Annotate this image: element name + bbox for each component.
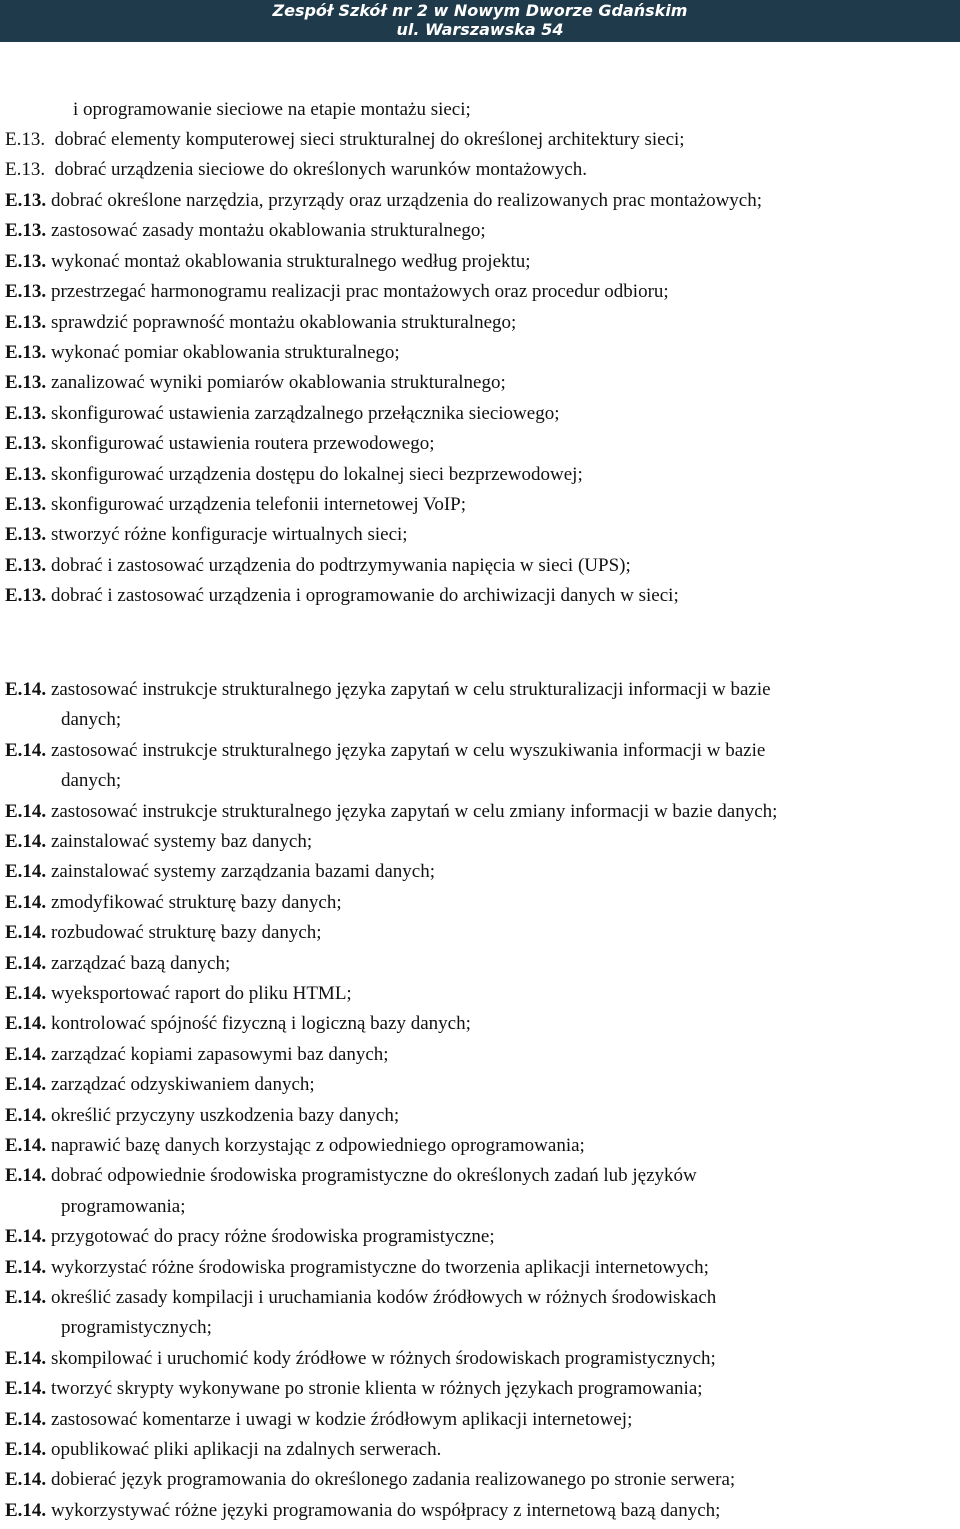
e14-item	[5, 801, 777, 823]
item-code: E.13.	[5, 312, 47, 333]
item-code: E.14.	[5, 1287, 47, 1308]
item-code: E.14.	[5, 861, 47, 882]
item-text: zastosować zasady montażu okablowania strukturalnego;	[50, 220, 486, 241]
e14-item	[5, 1226, 495, 1248]
item-code: E.13.	[5, 281, 47, 302]
item-code: E.13.	[5, 494, 47, 515]
item-text: dobrać odpowiednie środowiska programistyczne do określonych zadań lub języków	[50, 1165, 697, 1186]
e13-item	[5, 251, 531, 273]
item-code: E.14.	[5, 1044, 47, 1065]
e14-item	[5, 831, 312, 853]
item-text: określić przyczyny uszkodzenia bazy danych;	[50, 1105, 400, 1126]
item-code: E.14.	[5, 679, 47, 700]
e14-item	[5, 1287, 716, 1309]
item-code: E.13.	[5, 190, 47, 211]
item-code: E.14.	[5, 1165, 47, 1186]
item-code: E.14.	[5, 922, 47, 943]
item-text: wykorzystać różne środowiska programistyczne do tworzenia aplikacji internetowych;	[50, 1257, 709, 1278]
item-text: opublikować pliki aplikacji na zdalnych serwerach.	[50, 1439, 442, 1460]
item-text: dobrać i zastosować urządzenia do podtrzymywania napięcia w sieci (UPS);	[50, 555, 631, 576]
e13-item	[5, 220, 486, 242]
e13-item	[5, 585, 679, 607]
e14-item	[5, 1135, 585, 1157]
item-code: E.14.	[5, 1469, 47, 1490]
item-code: E.13.	[5, 220, 47, 241]
e14-item	[5, 1409, 632, 1431]
e13-item	[5, 312, 516, 334]
e14-item	[5, 679, 771, 701]
item-text: zarządzać bazą danych;	[50, 953, 231, 974]
item-text: dobierać język programowania do określonego zadania realizowanego po stronie serwera;	[50, 1469, 736, 1490]
item-text: dobrać i zastosować urządzenia i oprogramowanie do archiwizacji danych w sieci;	[50, 585, 679, 606]
e14-item	[5, 983, 352, 1005]
item-code: E.13.	[5, 129, 46, 150]
item-text: zainstalować systemy zarządzania bazami danych;	[50, 861, 435, 882]
item-text: dobrać elementy komputerowej sieci strukturalnej do określonej architektury sieci;	[54, 129, 685, 150]
item-text: zastosować komentarze i uwagi w kodzie źródłowym aplikacji internetowej;	[50, 1409, 633, 1430]
e14-item	[5, 922, 322, 944]
item-text: przestrzegać harmonogramu realizacji prac montażowych oraz procedur odbioru;	[50, 281, 669, 302]
e13-item	[5, 524, 408, 546]
item-code: E.14.	[5, 1135, 47, 1156]
item-text: wyeksportować raport do pliku HTML;	[50, 983, 352, 1004]
item-text: określić zasady kompilacji i uruchamiania kodów źródłowych w różnych środowiskach	[50, 1287, 717, 1308]
e13-item	[5, 555, 631, 577]
item-code: E.13.	[5, 372, 47, 393]
item-code: E.13.	[5, 524, 47, 545]
e14-item	[5, 953, 230, 975]
school-name: Zespół Szkół nr 2 w Nowym Dworze Gdańskim	[272, 1, 688, 20]
item-text: zastosować instrukcje strukturalnego języka zapytań w celu wyszukiwania informacji w bazie	[50, 740, 766, 761]
e14-item	[5, 1348, 716, 1370]
item-code: E.13.	[5, 464, 47, 485]
item-text: skonfigurować ustawienia zarządzalnego przełącznika sieciowego;	[50, 403, 560, 424]
e14-item	[5, 1469, 735, 1491]
item-text: rozbudować strukturę bazy danych;	[50, 922, 322, 943]
e14-item	[5, 1500, 720, 1522]
item-code: E.14.	[5, 892, 47, 913]
e14-item-continuation: programowania;	[61, 1196, 186, 1217]
item-code: E.13.	[5, 555, 47, 576]
item-text: skonfigurować ustawienia routera przewodowego;	[50, 433, 435, 454]
item-text: tworzyć skrypty wykonywane po stronie klienta w różnych językach programowania;	[50, 1378, 703, 1399]
e14-item	[5, 861, 435, 883]
item-text: wykonać pomiar okablowania strukturalnego;	[50, 342, 400, 363]
item-code: E.14.	[5, 801, 47, 822]
e14-item	[5, 740, 765, 762]
e14-item	[5, 1378, 703, 1400]
item-code: E.14.	[5, 1348, 47, 1369]
e13-item	[5, 281, 669, 303]
e13-plain-item	[5, 129, 685, 151]
e13-item	[5, 190, 762, 212]
e14-item	[5, 1165, 697, 1187]
item-code: E.14.	[5, 1409, 47, 1430]
item-text: dobrać określone narzędzia, przyrządy oraz urządzenia do realizowanych prac montażowych;	[50, 190, 763, 211]
item-text: przygotować do pracy różne środowiska programistyczne;	[50, 1226, 495, 1247]
item-text: zainstalować systemy baz danych;	[50, 831, 313, 852]
e14-item-continuation: programistycznych;	[61, 1317, 212, 1338]
page-header	[0, 0, 960, 42]
item-code: E.13.	[5, 433, 47, 454]
e13-item	[5, 433, 435, 455]
item-code: E.13.	[5, 342, 47, 363]
school-address: ul. Warszawska 54	[396, 20, 564, 39]
e13-item	[5, 403, 559, 425]
e14-item	[5, 1074, 315, 1096]
item-text: zmodyfikować strukturę bazy danych;	[50, 892, 342, 913]
item-code: E.14.	[5, 1105, 47, 1126]
item-text: naprawić bazę danych korzystając z odpowiedniego oprogramowania;	[50, 1135, 585, 1156]
item-text: sprawdzić poprawność montażu okablowania strukturalnego;	[50, 312, 517, 333]
e13-intro-line: i oprogramowanie sieciowe na etapie montażu sieci;	[73, 99, 471, 120]
item-code: E.14.	[5, 953, 47, 974]
item-text: kontrolować spójność fizyczną i logiczną bazy danych;	[50, 1013, 471, 1034]
item-code: E.14.	[5, 1378, 47, 1399]
e14-item	[5, 1257, 709, 1279]
item-code: E.13.	[5, 585, 47, 606]
item-text: zanalizować wyniki pomiarów okablowania strukturalnego;	[50, 372, 506, 393]
item-code: E.14.	[5, 1439, 47, 1460]
e13-plain-item	[5, 159, 587, 181]
e14-item	[5, 1439, 441, 1461]
item-text: skonfigurować urządzenia telefonii internetowej VoIP;	[50, 494, 466, 515]
item-code: E.13.	[5, 251, 47, 272]
item-text: dobrać urządzenia sieciowe do określonych warunków montażowych.	[54, 159, 587, 180]
item-text: zarządzać odzyskiwaniem danych;	[50, 1074, 315, 1095]
item-text: zastosować instrukcje strukturalnego języka zapytań w celu zmiany informacji w bazie danych;	[50, 801, 778, 822]
item-code: E.14.	[5, 740, 47, 761]
item-text: zastosować instrukcje strukturalnego języka zapytań w celu strukturalizacji informacji w bazie	[50, 679, 771, 700]
item-code: E.14.	[5, 1013, 47, 1034]
e13-item	[5, 372, 506, 394]
e13-item	[5, 342, 400, 364]
e14-item	[5, 1044, 389, 1066]
item-text: wykorzystywać różne języki programowania do współpracy z internetową bazą danych;	[50, 1500, 721, 1521]
item-code: E.13.	[5, 403, 47, 424]
item-code: E.13.	[5, 159, 46, 180]
e13-item	[5, 494, 466, 516]
e14-item-continuation: danych;	[61, 770, 122, 791]
item-text: stworzyć różne konfiguracje wirtualnych sieci;	[50, 524, 408, 545]
e14-item	[5, 1105, 399, 1127]
item-text: skonfigurować urządzenia dostępu do lokalnej sieci bezprzewodowej;	[50, 464, 583, 485]
item-text: zarządzać kopiami zapasowymi baz danych;	[50, 1044, 389, 1065]
item-code: E.14.	[5, 983, 47, 1004]
e14-item	[5, 892, 342, 914]
e13-item	[5, 464, 583, 486]
item-code: E.14.	[5, 1074, 47, 1095]
item-code: E.14.	[5, 831, 47, 852]
e14-item-continuation: danych;	[61, 709, 122, 730]
e14-item	[5, 1013, 471, 1035]
item-code: E.14.	[5, 1500, 47, 1521]
item-text: wykonać montaż okablowania strukturalnego według projektu;	[50, 251, 531, 272]
item-code: E.14.	[5, 1257, 47, 1278]
item-code: E.14.	[5, 1226, 47, 1247]
item-text: skompilować i uruchomić kody źródłowe w różnych środowiskach programistycznych;	[50, 1348, 716, 1369]
